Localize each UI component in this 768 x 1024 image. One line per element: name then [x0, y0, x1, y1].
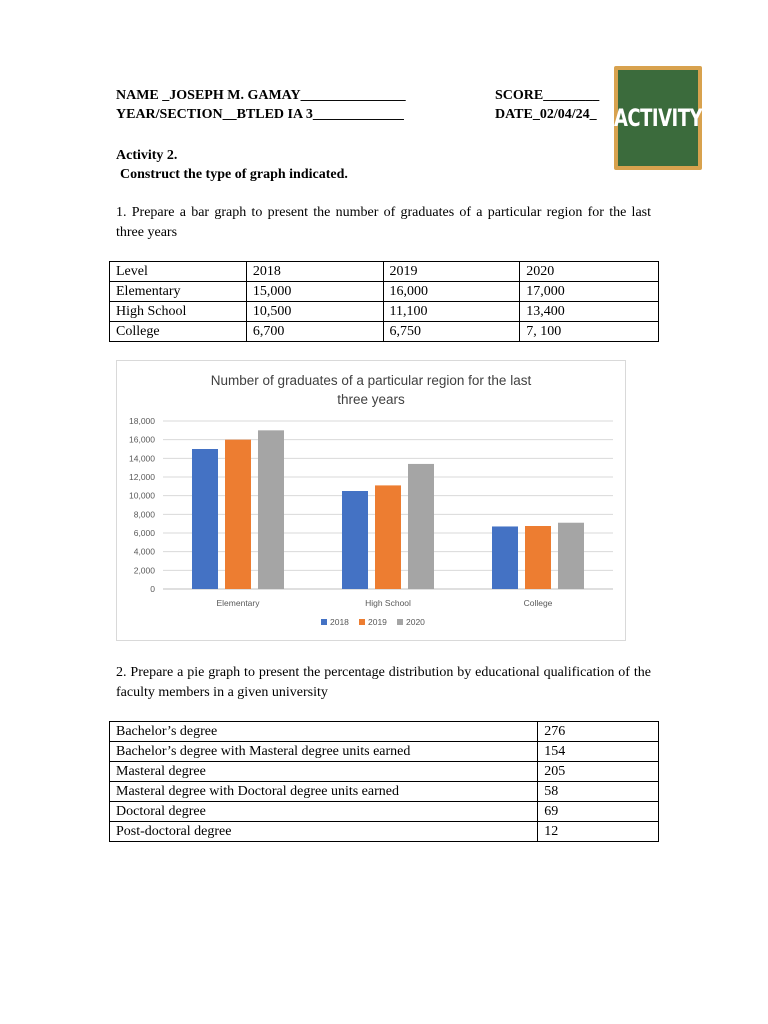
y-tick-label: 18,000 — [129, 416, 155, 426]
table-cell: Masteral degree with Doctoral degree units earned — [110, 782, 538, 802]
table-cell: Masteral degree — [110, 762, 538, 782]
bar — [375, 485, 401, 589]
y-tick-label: 8,000 — [133, 509, 155, 520]
legend-swatch — [359, 619, 365, 625]
item2-prompt: 2. Prepare a pie graph to present the percentage distribution by educational qualification of the faculty members in a given university — [116, 665, 651, 700]
graduates-table — [109, 261, 659, 342]
table-cell: 16,000 — [383, 282, 520, 302]
activity-title: Activity 2. — [116, 148, 178, 163]
bar — [558, 523, 584, 589]
bar — [192, 449, 218, 589]
faculty-table — [109, 721, 659, 842]
y-tick-label: 16,000 — [129, 434, 155, 445]
legend-label: 2020 — [406, 617, 425, 627]
x-tick-label: College — [523, 598, 553, 608]
table-cell: 6,750 — [383, 322, 520, 342]
chart-title: Number of graduates of a particular region for the last — [210, 373, 532, 388]
table-cell: 6,700 — [246, 322, 383, 342]
table-cell: Level — [110, 262, 247, 282]
table-row — [110, 782, 659, 802]
legend-label: 2018 — [330, 617, 349, 627]
table-cell: Doctoral degree — [110, 802, 538, 822]
table-cell: Bachelor’s degree — [110, 722, 538, 742]
table-cell: 154 — [538, 742, 659, 762]
legend-swatch — [397, 619, 403, 625]
table-cell: High School — [110, 302, 247, 322]
activity-instruction: Construct the type of graph indicated. — [120, 167, 348, 182]
bar — [225, 440, 251, 589]
bar — [408, 464, 434, 589]
legend-swatch — [321, 619, 327, 625]
y-tick-label: 4,000 — [133, 546, 155, 557]
item1-prompt: 1. Prepare a bar graph to present the number of graduates of a particular region for the last three years — [116, 205, 651, 240]
table-cell: 15,000 — [246, 282, 383, 302]
table-cell: College — [110, 322, 247, 342]
table-cell: Post-doctoral degree — [110, 822, 538, 842]
year-section-field: YEAR/SECTION__BTLED IA 3_____________ — [116, 107, 404, 122]
table-cell: 205 — [538, 762, 659, 782]
legend-label: 2019 — [368, 617, 387, 627]
bar-chart — [116, 360, 626, 641]
table-cell: 276 — [538, 722, 659, 742]
activity-chalkboard-logo — [614, 66, 702, 170]
table-cell: 69 — [538, 802, 659, 822]
table-cell: 11,100 — [383, 302, 520, 322]
y-tick-label: 0 — [150, 584, 155, 594]
activity-badge-text: ACTIVITY — [613, 103, 703, 133]
table-row — [110, 822, 659, 842]
x-tick-label: Elementary — [216, 598, 260, 608]
name-field: NAME _JOSEPH M. GAMAY_______________ — [116, 88, 406, 103]
score-field: SCORE________ — [495, 88, 600, 103]
y-tick-label: 2,000 — [133, 565, 155, 576]
table-row — [110, 742, 659, 762]
bar — [342, 491, 368, 589]
table-cell: 17,000 — [520, 282, 659, 302]
table-cell: Bachelor’s degree with Masteral degree units earned — [110, 742, 538, 762]
table-row — [110, 722, 659, 742]
table-cell: Elementary — [110, 282, 247, 302]
table-cell: 2019 — [383, 262, 520, 282]
bar — [525, 526, 551, 589]
table-cell: 7, 100 — [520, 322, 659, 342]
bar — [492, 526, 518, 589]
y-tick-label: 12,000 — [129, 472, 155, 482]
table-cell: 13,400 — [520, 302, 659, 322]
table-cell: 2020 — [520, 262, 659, 282]
y-tick-label: 10,000 — [129, 490, 155, 501]
table-row — [110, 282, 659, 302]
table-row — [110, 762, 659, 782]
table-cell: 2018 — [246, 262, 383, 282]
table-cell: 10,500 — [246, 302, 383, 322]
table-cell: 12 — [538, 822, 659, 842]
y-tick-label: 6,000 — [133, 528, 155, 538]
table-row — [110, 802, 659, 822]
bar-chart-svg — [117, 361, 625, 640]
date-field: DATE_02/04/24_ — [495, 107, 597, 122]
bar — [258, 430, 284, 589]
y-tick-label: 14,000 — [129, 453, 155, 464]
x-tick-label: High School — [365, 598, 411, 608]
table-row — [110, 322, 659, 342]
table-header-row — [110, 262, 659, 282]
table-cell: 58 — [538, 782, 659, 802]
table-row — [110, 302, 659, 322]
chart-title: three years — [337, 392, 405, 407]
